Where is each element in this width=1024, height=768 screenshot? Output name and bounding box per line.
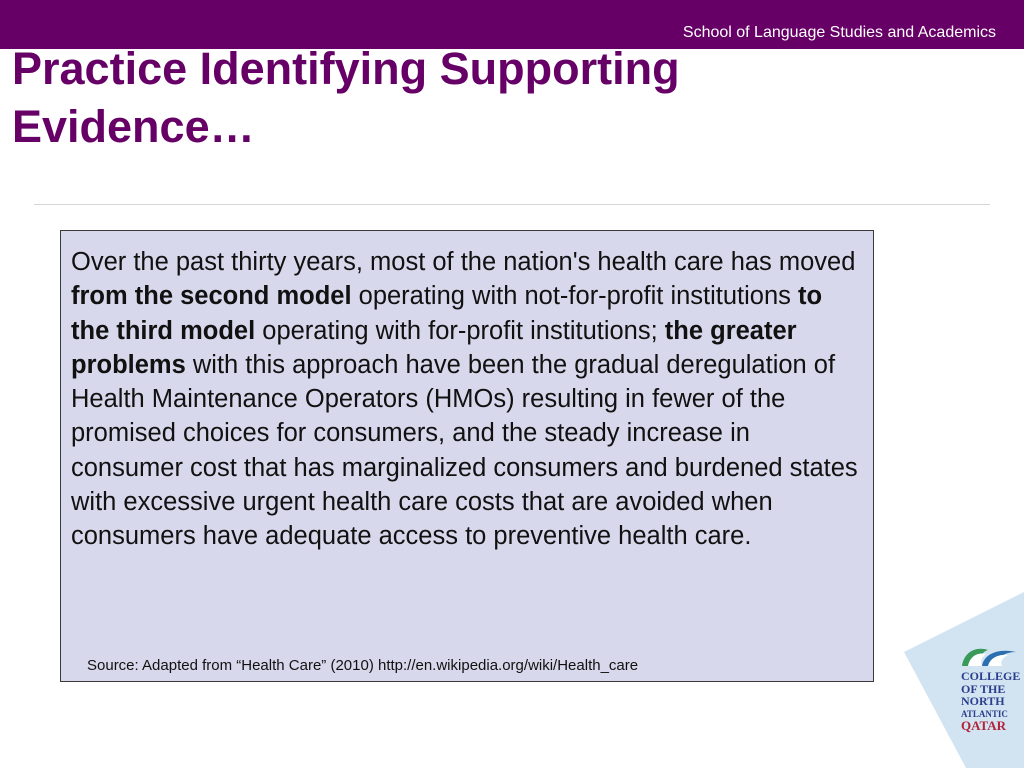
logo-line: ATLANTIC: [961, 708, 1008, 719]
slide-title: [12, 40, 912, 156]
passage-segment: with this approach have been the gradual deregulation of Health Maintenance Operators (HMOs) resulting in fewer of the promised choices for consumers, and the steady increase in consumer cost that has marginalized consumers and burdened states with excessive urgent health care costs that are avoided when consumers have adequate access to preventive health care.: [71, 350, 858, 551]
logo-line-qatar: QATAR: [961, 718, 1007, 733]
wave-logo-icon: [958, 644, 1020, 670]
highlight-third-model: to the third model: [71, 282, 823, 345]
logo-line: OF THE: [961, 681, 1006, 696]
passage-text: [71, 245, 861, 554]
passage-segment: operating with not-for-profit institutions: [351, 282, 799, 311]
passage-segment: operating with for-profit institutions;: [255, 316, 665, 345]
passage-box: [60, 230, 874, 682]
highlight-greater-problems: the greater problems: [71, 316, 797, 379]
college-logo: [961, 670, 1019, 733]
logo-line: NORTH: [961, 694, 1005, 708]
source-citation: Source: Adapted from “Health Care” (2010) http://en.wikipedia.org/wiki/Health_care: [87, 657, 639, 674]
title-line-1: Practice Identifying Supporting: [12, 43, 680, 94]
logo-line: COLLEGE: [961, 669, 1021, 683]
highlight-second-model: from the second model: [71, 282, 352, 311]
school-name: School of Language Studies and Academics: [682, 24, 996, 41]
title-line-2: Evidence…: [12, 101, 255, 152]
passage-segment: Over the past thirty years, most of the nation's health care has moved: [71, 248, 856, 276]
title-divider: [34, 204, 990, 205]
